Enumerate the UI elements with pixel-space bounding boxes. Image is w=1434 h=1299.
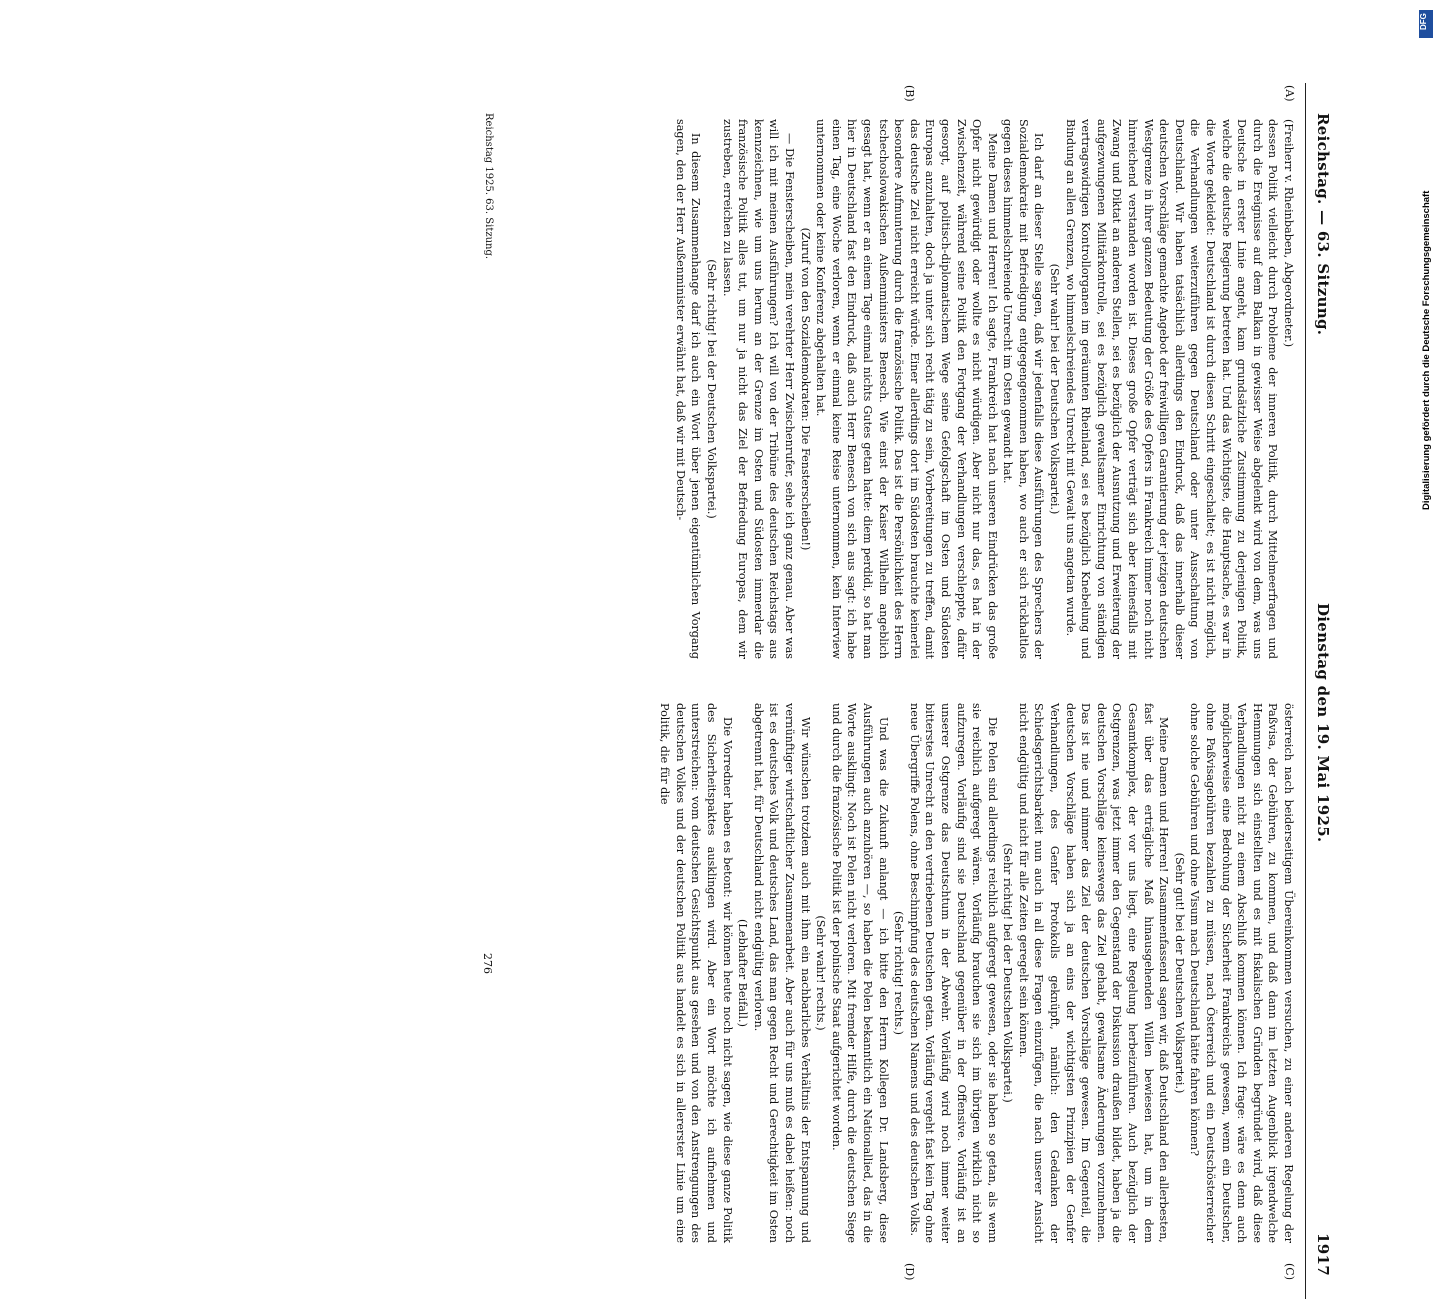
interjection: (Zuruf von den Sozialdemokraten: Die Fensterscheiben!) — [798, 227, 812, 551]
header-right-page-number: 1917 — [1314, 1233, 1332, 1276]
text-column-left — [672, 119, 1296, 659]
footer-left: Reichstag 1925. 63. Sitzung. — [483, 113, 494, 260]
rotated-newspaper-page — [120, 83, 1336, 1281]
header-left: Reichstag. — 63. Sitzung. — [1314, 113, 1332, 336]
running-header — [1304, 83, 1336, 1299]
interjection: (Sehr wahr! rechts.) — [814, 915, 828, 1031]
header-rule — [1305, 83, 1306, 1299]
margin-letter-d: (D) — [903, 1263, 916, 1281]
paragraph: In diesem Zusammenhange darf ich auch ein Wort über jenen eigentümlichen Vorgang sagen, den der Herr Außenminister erwähnt hat, daß wir mit Deutsch- — [673, 119, 703, 659]
paragraph: Die Polen sind allerdings reichlich aufgeregt gewesen, oder sie haben so getan, als wenn sie reichlich aufgeregt wären. Vorläufig brauchen sie sich im übrigen wirklich nicht so aufzuregen. Vorläufig sind sie Deutschland gegenüber in der Offensive. Vorläufig ist an unserer Ostgrenze das Deutschtum in der Abwehr. Vorläufig wird noch immer weiter bitterstes Unrecht an den vertriebenen Deutschen getan. Vorläufig vergeht fast kein Tag ohne neue Übergriffe Polens, ohne Beschimpfung des deutschen Namens und des deutschen Volks. — [907, 703, 999, 1243]
paragraph: — Die Fensterscheiben, mein verehrter Herr Zwischenrufer, sehe ich ganz genau. Aber was will ich mit meinen Ausführungen? Ich will von der Tribüne des deutschen Reichstags aus kennzeichnen, wie um uns herum an der Grenze im Osten und Südosten immerdar die französische Politik alles tut, um nur ja nicht das Ziel der Befriedung Europas, dem wir zustreben, erreichen zu lassen. — [720, 119, 796, 659]
interjection: (Sehr richtig! bei der Deutschen Volkspartei.) — [705, 259, 719, 519]
interjection: (Sehr richtig! rechts.) — [892, 910, 906, 1036]
text-column-right — [657, 703, 1296, 1243]
header-center: Dienstag den 19. Mai 1925. — [1314, 603, 1332, 843]
margin-letter-b: (B) — [903, 85, 916, 102]
interjection: (Sehr wahr! bei der Deutschen Volkspartei.) — [1048, 263, 1062, 515]
paragraph: Meine Damen und Herren! Ich sagte, Frankreich hat nach unseren Eindrücken das große Opfer nicht gewürdigt oder wollte es nicht würdigen. Aber nicht nur das, es hat in der Zwischenzeit, während seine Politik den Fortgang der Verhandlungen verschleppte, dafür gesorgt, auf politisch-diplomatischem Wege seine Gefolgschaft im Osten und Südosten Europas anzuhalten, doch ja unter sich recht tätig zu sein, Vorbereitungen zu treffen, damit das deutsche Ziel nicht erreicht würde. Einer allerdings dort im Südosten brauchte keinerlei besondere Aufmunterung durch die französische Politik. Das ist die Persönlichkeit des Herrn tschechoslowakischen Außenministers Benesch. Wie einst der Kaiser Wilhelm angeblich gesagt hat, wenn er an einem Tage einmal nichts Gutes getan hatte: diem perdidi, so hat man hier in Deutschland fast den Eindruck, daß auch Herr Benesch von sich aus sagt: ich habe einen Tag, eine Woche verloren, wenn er einmal keine Reise unternommen, kein Interview unternommen oder keine Konferenz abgehalten hat. — [814, 119, 999, 659]
digitization-credit: Digitalisierung gefördert durch die Deutsche Forschungsgemeinschaft — [1421, 190, 1432, 510]
paragraph: (Freiherr v. Rheinbaben, Abgeordneter.) — [1282, 119, 1295, 348]
margin-letter-a: (A) — [1283, 85, 1296, 102]
paragraph: Und was die Zukunft anlangt — ich bitte den Herrn Kollegen Dr. Landsberg, diese Ausführungen auch anzuhören —, so haben die Polen bekanntlich ein Nationallied, das in die Worte ausklingt: Noch ist Polen nicht verloren. Mit fremder Hilfe, durch die deutschen Siege und durch die französische Politik ist der polnische Staat aufgerichtet worden. — [829, 703, 890, 1243]
paragraph: Meine Damen und Herren! Zusammenfassend sagen wir, daß Deutschland den allerbesten, fast über das erträgliche Maß hinausgehenden Willen bewiesen hat, um in dem Gesamtkomplex, der vor uns liegt, eine Regelung herbeizuführen. Auch bezüglich der Ostgrenzen, was jetzt immer den Gegenstand der Diskussion draußen bildet, haben ja die deutschen Vorschläge keineswegs das Ziel gehabt, gewaltsame Änderungen vorzunehmen. Das ist nie und nimmer das Ziel der deutschen Vorschläge gewesen. Im Gegenteil, die deutschen Vorschläge haben sich ja an eins der wichtigsten Prinzipien der Genfer Verhandlungen, des Genfer Protokolls geknüpft, nämlich: den Gedanken der Schiedsgerichtsbarkeit nun auch in all diese Fragen einzufügen, die nach unserer Ansicht nicht endgültig und nicht für alle Zeiten geregelt sein können. — [1016, 703, 1171, 1243]
dfg-logo: DFG — [1419, 10, 1433, 38]
margin-letter-c: (C) — [1283, 1263, 1296, 1280]
paragraph: Ich darf an dieser Stelle sagen, daß wir jedenfalls diese Ausführungen des Sprechers der Sozialdemokratie mit Befriedigung entgegengenommen haben, wo auch er sich rückhaltlos gegen dieses himmelschreiende Unrecht im Osten gewandt hat. — [1001, 119, 1046, 659]
interjection: (Lebhafter Beifall.) — [736, 919, 750, 1027]
paragraph: Wir wünschen trotzdem auch mit ihm ein nachbarliches Verhältnis der Entspannung und vernünftiger wirtschaftlicher Zusammenarbeit. Aber auch für uns muß es dabei heißen: noch ist es deutsches Volk und deutsches Land, das man gegen Recht und Gerechtigkeit im Osten abgetrennt hat, für Deutschland nicht endgültig verloren. — [751, 703, 812, 1243]
interjection: (Sehr richtig! bei der Deutschen Volkspartei.) — [1001, 843, 1015, 1103]
footer-page-number: 276 — [481, 953, 494, 974]
paragraph: dessen Politik vielleicht durch Probleme der inneren Politik, durch Mittelmeerfragen und durch die Ereignisse auf dem Balkan in gewisser Weise abgelenkt wird von dem, was uns Deutsche in erster Linie angeht, kam grundsätzliche Zustimmung zu derjenigen Politik, welche die deutsche Regierung betreten hat. Und das Wichtigste, die Hauptsache, es war in die Worte gekleidet: Deutschland ist durch diesen Schritt eingeschaltet; es ist nicht möglich, die Verhandlungen weiterzuführen gegen Deutschland oder unter Ausschaltung von Deutschland. Wir haben tatsächlich allerdings den Eindruck, daß das innerhalb dieser deutschen Vorschläge gemachte Angebot der freiwilligen Garantierung der jetzigen deutschen Westgrenze in ihrer ganzen Bedeutung der Größe des Opfers in Frankreich immer noch nicht hinreichend verstanden worden ist. Dieses große Opfer verträgt sich aber keinesfalls mit Zwang und Diktat an anderen Stellen, sei es bezüglich der Ausnutzung und Erweiterung der aufgezwungenen Militärkontrolle, sei es bezüglich gewaltsamer Einrichtung von ständigen vertragswidrigen Kontrollorganen im geräumten Rheinland, sei es bezüglich Knebelung und Bindung an allen Grenzen, wo himmelschreiendes Unrecht mit Gewalt uns angetan wurde. — [1063, 119, 1280, 659]
paragraph: österreich nach beiderseitigem Übereinkommen versuchen, zu einer anderen Regelung der Paßvisa, der Gebühren, zu kommen, und daß dann im letzten Augenblick irgendwelche Hemmungen sich einstellten und es mit fiskalischen Gründen begründet wird, daß diese Verhandlungen nicht zu einem Abschluß kommen können. Ich frage: wäre es denn auch möglicherweise eine Bedrohung der Sicherheit Frankreichs gewesen, wenn ein Deutscher, ohne Paßvisagebühren bezahlen zu müssen, nach Österreich und ein Deutschösterreicher ohne solche Gebühren und ohne Visum nach Deutschland hätte fahren können? — [1188, 703, 1295, 1243]
paragraph: Die Vorredner haben es betont: wir können heute noch nicht sagen, wie diese ganze Politik des Sicherheitspaktes ausklingen wird. Aber ein Wort möchte ich aufnehmen und unterstreichen: vom deutschen Gesichtspunkt aus gesehen und von den Anstrengungen des deutschen Volkes und der deutschen Politik aus handelt es sich in allererster Linie um eine Politik, die für die — [658, 703, 734, 1243]
interjection: (Sehr gut! bei der Deutschen Volkspartei.) — [1172, 852, 1186, 1094]
